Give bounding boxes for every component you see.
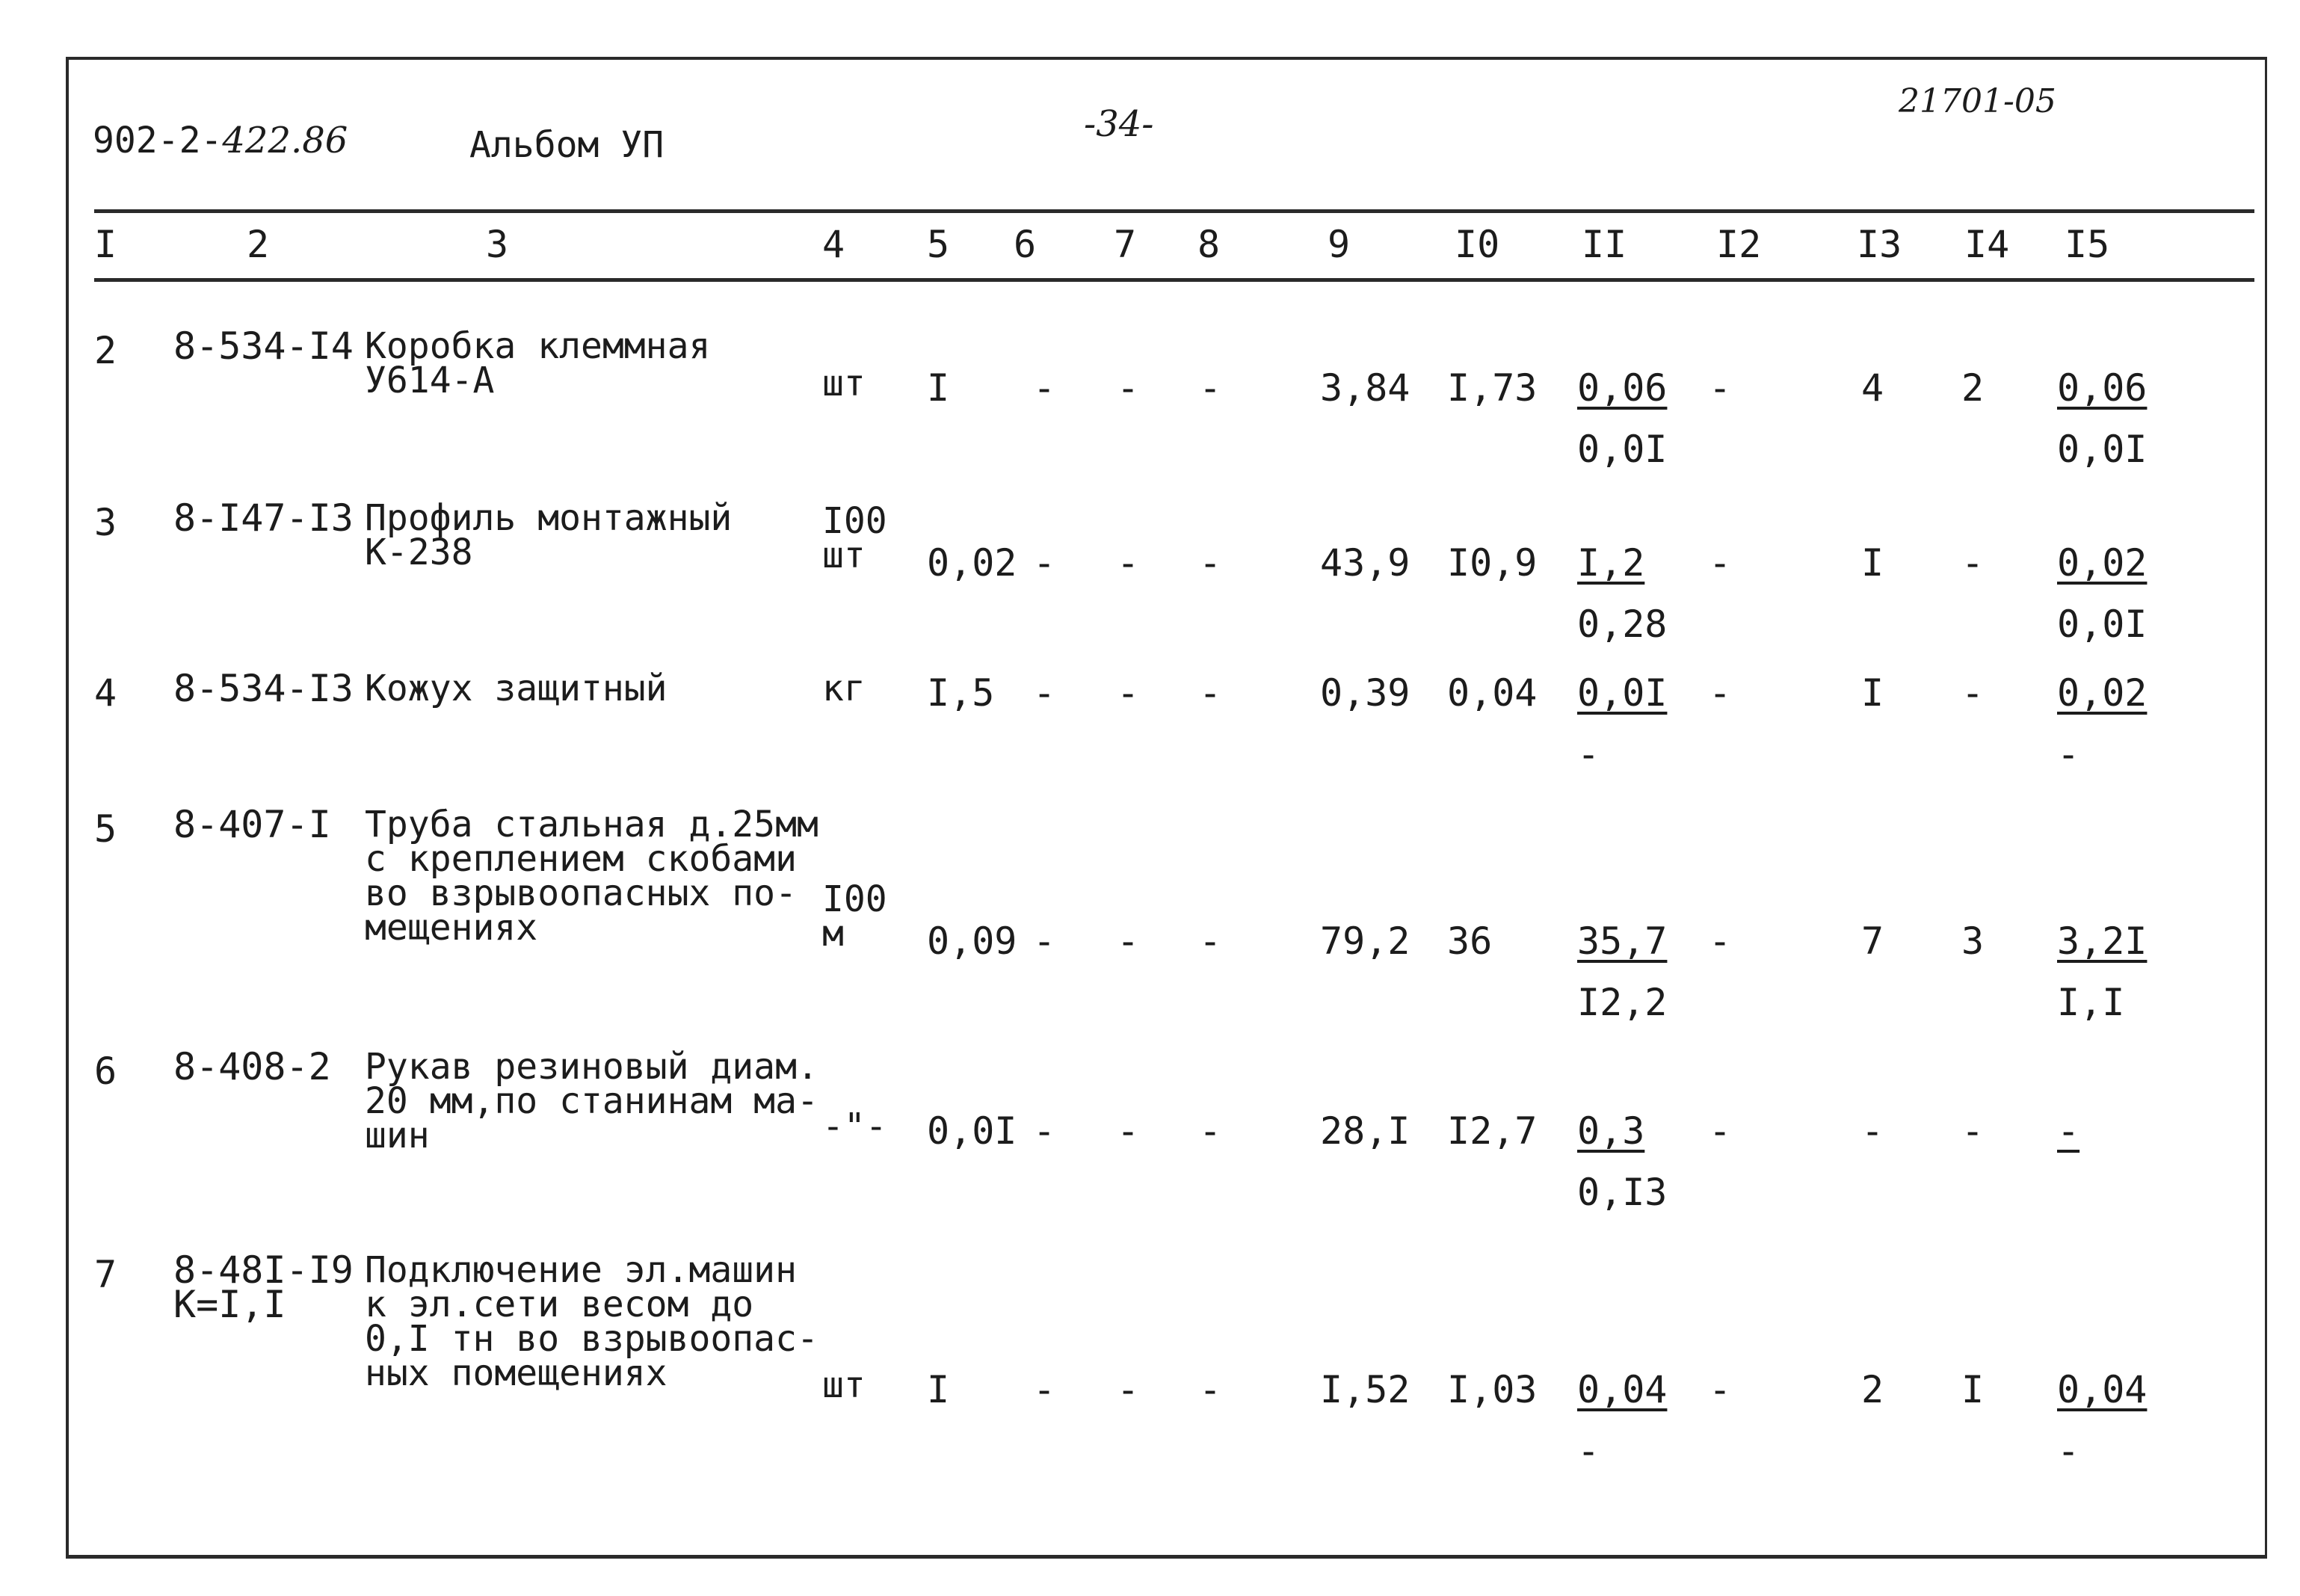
cell-col7: - (1117, 1368, 1140, 1411)
fraction-col11-denominator: 0,I3 (1577, 1171, 1668, 1214)
row-number: 5 (94, 807, 117, 851)
fraction-col15-numerator: 0,04 (2057, 1368, 2148, 1411)
column-number: 4 (822, 223, 845, 266)
page-number: -34- (1084, 103, 1154, 145)
rate-code: 8-534-I4 (173, 324, 354, 368)
fraction-col15 (2057, 1109, 2079, 1171)
unit: -"- (822, 1106, 887, 1147)
fraction-col15 (2057, 1368, 2147, 1473)
fraction-col11-numerator: 0,3 (1577, 1109, 1645, 1153)
fraction-col15-denominator: 0,0I (2057, 603, 2148, 646)
work-description: Профиль монтажный К-238 (365, 497, 733, 573)
cell-col14: 2 (1961, 366, 1985, 410)
cell-col7: - (1117, 1109, 1140, 1153)
fraction-col11-numerator: 0,06 (1577, 366, 1668, 410)
cell-col12: - (1709, 1109, 1732, 1153)
fraction-col11-denominator: - (1577, 733, 1600, 776)
quantity: 0,09 (927, 919, 1017, 963)
unit-cost: 3,84 (1320, 366, 1410, 410)
row-number: 6 (94, 1050, 117, 1093)
fraction-col11-denominator: - (1577, 1429, 1600, 1473)
unit-wage: I2,7 (1447, 1109, 1538, 1153)
fraction-col11-denominator: 0,28 (1577, 603, 1668, 646)
fraction-col11 (1577, 1109, 1667, 1214)
document-code (93, 120, 348, 161)
cell-col6: - (1033, 919, 1056, 963)
column-number: 7 (1114, 223, 1137, 266)
unit: шт (822, 363, 866, 404)
unit-cost: 0,39 (1320, 671, 1410, 715)
cell-col7: - (1117, 671, 1140, 715)
unit-cost: 43,9 (1320, 541, 1410, 585)
unit: кг (822, 668, 866, 709)
fraction-col15 (2057, 366, 2147, 471)
quantity: I,5 (927, 671, 995, 715)
unit: I00 шт (822, 500, 887, 576)
column-number: II (1582, 223, 1627, 266)
row-number: 3 (94, 501, 117, 544)
column-number: I2 (1716, 223, 1762, 266)
fraction-col11 (1577, 671, 1667, 776)
row-number: 7 (94, 1253, 117, 1296)
column-number: 8 (1197, 223, 1221, 266)
fraction-col11 (1577, 366, 1667, 471)
cell-col12: - (1709, 919, 1732, 963)
cell-col13: 4 (1861, 366, 1884, 410)
cell-col6: - (1033, 1109, 1056, 1153)
cell-col8: - (1199, 671, 1222, 715)
fraction-col15-denominator: - (2057, 733, 2080, 776)
quantity: I (927, 366, 950, 410)
fraction-col15 (2057, 541, 2147, 646)
cell-col13: 7 (1861, 919, 1884, 963)
fraction-col15 (2057, 919, 2147, 1024)
unit-wage: 0,04 (1447, 671, 1538, 715)
column-number: 2 (247, 223, 270, 266)
fraction-col11-numerator: 0,04 (1577, 1368, 1668, 1411)
cell-col7: - (1117, 366, 1140, 410)
fraction-col15-numerator: - (2057, 1109, 2080, 1153)
column-number: 6 (1014, 223, 1037, 266)
unit-wage: I,03 (1447, 1368, 1538, 1411)
album-title: Альбом УП (469, 124, 665, 166)
rate-code: 8-I47-I3 (173, 496, 354, 540)
archive-stamp-number: 21701-05 (1899, 82, 2056, 120)
rate-code: 8-407-I (173, 803, 331, 846)
cell-col6: - (1033, 1368, 1056, 1411)
rate-code: 8-48I-I9 К=I,I (173, 1248, 354, 1326)
cell-col8: - (1199, 366, 1222, 410)
cell-col8: - (1199, 1109, 1222, 1153)
cell-col6: - (1033, 366, 1056, 410)
cell-col13: - (1861, 1109, 1884, 1153)
column-number: 9 (1328, 223, 1351, 266)
quantity: 0,02 (927, 541, 1017, 585)
fraction-col15 (2057, 671, 2147, 776)
fraction-col15-numerator: 3,2I (2057, 919, 2148, 963)
unit-wage: 36 (1447, 919, 1493, 963)
fraction-col11-numerator: 35,7 (1577, 919, 1668, 963)
cell-col13: 2 (1861, 1368, 1884, 1411)
quantity: 0,0I (927, 1109, 1017, 1153)
column-number: 5 (927, 223, 950, 266)
column-number: I (94, 223, 117, 266)
column-number: I0 (1455, 223, 1500, 266)
fraction-col11 (1577, 541, 1667, 646)
fraction-col11-denominator: I2,2 (1577, 981, 1668, 1024)
cell-col14: - (1961, 541, 1985, 585)
fraction-col15-numerator: 0,02 (2057, 541, 2148, 585)
cell-col14: - (1961, 1109, 1985, 1153)
cell-col8: - (1199, 541, 1222, 585)
fraction-col11-numerator: 0,0I (1577, 671, 1668, 715)
cell-col14: - (1961, 671, 1985, 715)
work-description: Подключение эл.машин к эл.сети весом до 0,I тн во взрывоопас- ных помещениях (365, 1249, 818, 1394)
fraction-col11-denominator: 0,0I (1577, 428, 1668, 471)
cell-col6: - (1033, 541, 1056, 585)
header-rule-top (94, 209, 2254, 213)
work-description: Труба стальная д.25мм с креплением скобами во взрывоопасных по- мещениях (365, 804, 818, 949)
cell-col7: - (1117, 541, 1140, 585)
rate-code: 8-534-I3 (173, 667, 354, 710)
cell-col12: - (1709, 366, 1732, 410)
unit-cost: I,52 (1320, 1368, 1410, 1411)
cell-col14: 3 (1961, 919, 1985, 963)
cell-col8: - (1199, 919, 1222, 963)
quantity: I (927, 1368, 950, 1411)
unit-cost: 79,2 (1320, 919, 1410, 963)
unit-cost: 28,I (1320, 1109, 1410, 1153)
cell-col12: - (1709, 1368, 1732, 1411)
work-description: Коробка клеммная У614-А (365, 325, 711, 401)
fraction-col11 (1577, 1368, 1667, 1473)
unit-wage: I,73 (1447, 366, 1538, 410)
rate-code: 8-408-2 (173, 1045, 331, 1088)
fraction-col15-numerator: 0,06 (2057, 366, 2148, 410)
column-number: I4 (1964, 223, 2010, 266)
fraction-col15-numerator: 0,02 (2057, 671, 2148, 715)
unit: шт (822, 1364, 866, 1406)
work-description: Кожух защитный (365, 668, 668, 709)
cell-col12: - (1709, 541, 1732, 585)
document-code-handwritten: 422.86 (222, 120, 348, 161)
cell-col14: I (1961, 1368, 1985, 1411)
row-number: 2 (94, 329, 117, 372)
cell-col13: I (1861, 541, 1884, 585)
row-number: 4 (94, 671, 117, 715)
cell-col13: I (1861, 671, 1884, 715)
cell-col12: - (1709, 671, 1732, 715)
fraction-col15-denominator: - (2057, 1429, 2080, 1473)
cell-col6: - (1033, 671, 1056, 715)
cell-col7: - (1117, 919, 1140, 963)
column-number: 3 (486, 223, 509, 266)
cell-col8: - (1199, 1368, 1222, 1411)
unit: I00 м (822, 878, 887, 955)
column-number: I3 (1857, 223, 1902, 266)
work-description: Рукав резиновый диам. 20 мм,по станинам ма- шин (365, 1046, 818, 1156)
column-number: I5 (2065, 223, 2110, 266)
header-rule-bottom (94, 278, 2254, 282)
document-code-prefix: 902-2- (93, 120, 223, 161)
fraction-col15-denominator: I,I (2057, 981, 2125, 1024)
fraction-col11 (1577, 919, 1667, 1024)
fraction-col15-denominator: 0,0I (2057, 428, 2148, 471)
fraction-col11-numerator: I,2 (1577, 541, 1645, 585)
unit-wage: I0,9 (1447, 541, 1538, 585)
